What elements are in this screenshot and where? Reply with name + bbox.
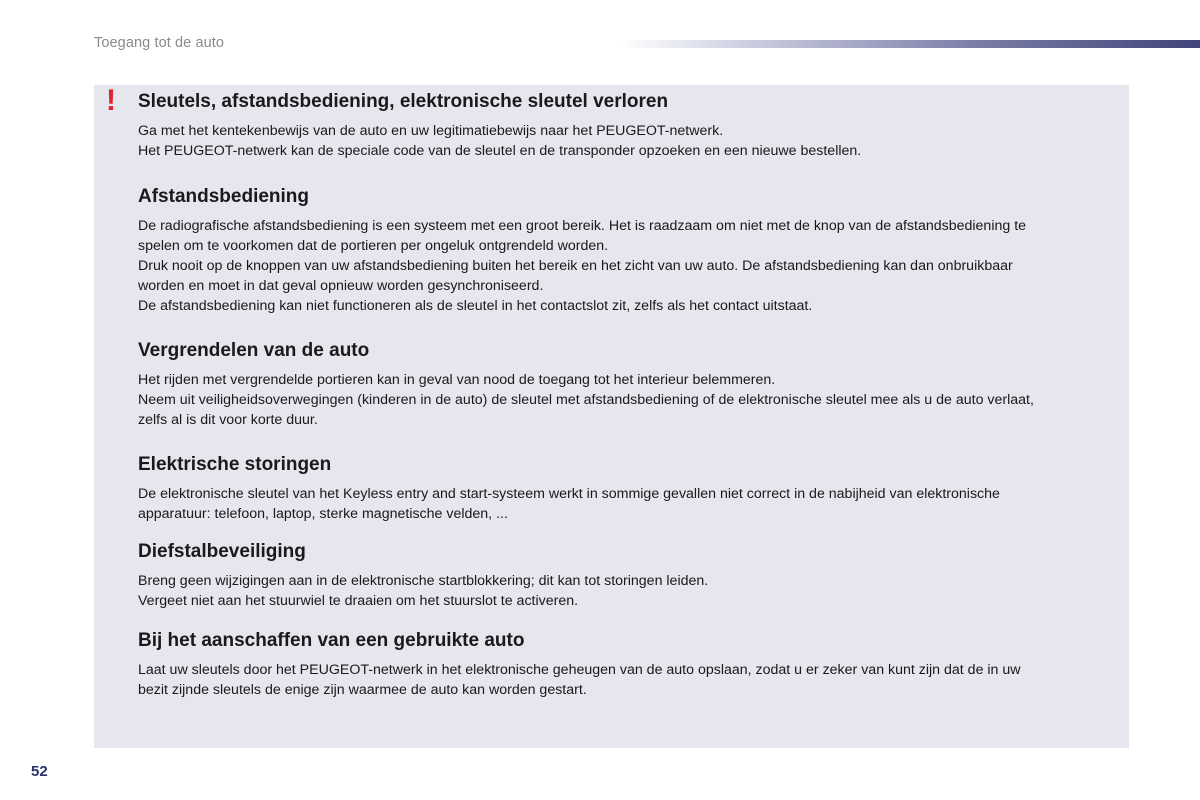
section-line: Vergeet niet aan het stuurwiel te draaien om het stuurslot te activeren. xyxy=(138,593,579,609)
header-gradient-bar xyxy=(620,40,1200,48)
section-heading: Sleutels, afstandsbediening, elektronische sleutel verloren xyxy=(138,91,669,112)
section-line: Het PEUGEOT-netwerk kan de speciale code van de sleutel en de transponder opzoeken en een nieuwe bestellen. xyxy=(138,143,862,159)
section-line: Ga met het kentekenbewijs van de auto en uw legitimatiebewijs naar het PEUGEOT-netwerk. xyxy=(138,123,724,139)
section-line: Druk nooit op de knoppen van uw afstandsbediening buiten het bereik en het zicht van uw auto. De afstandsbediening kan dan onbruikbaar xyxy=(138,258,1013,274)
section-line: worden en moet in dat geval opnieuw worden gesynchroniseerd. xyxy=(138,278,544,294)
section-heading: Bij het aanschaffen van een gebruikte auto xyxy=(138,630,525,651)
section-used-car xyxy=(138,629,1118,700)
section-line: spelen om te voorkomen dat de portieren per ongeluk ontgrendeld worden. xyxy=(138,238,609,254)
section-line: Neem uit veiligheidsoverwegingen (kinderen in de auto) de sleutel met afstandsbediening of de elektronische sleutel mee als u de auto verlaat, xyxy=(138,392,1034,408)
section-heading: Vergrendelen van de auto xyxy=(138,340,370,361)
page-number: 52 xyxy=(31,763,48,780)
section-remote-control xyxy=(138,185,1118,316)
section-line: Het rijden met vergrendelde portieren kan in geval van nood de toegang tot het interieur belemmeren. xyxy=(138,372,776,388)
section-line: bezit zijnde sleutels de enige zijn waarmee de auto kan worden gestart. xyxy=(138,682,587,698)
section-line: De elektronische sleutel van het Keyless entry and start-systeem werkt in sommige gevallen niet correct in de nabijheid van elektronische xyxy=(138,486,1000,502)
section-heading: Diefstalbeveiliging xyxy=(138,541,306,562)
warning-exclamation-icon: ! xyxy=(106,84,116,117)
section-line: zelfs al is dit voor korte duur. xyxy=(138,412,318,428)
section-line: De afstandsbediening kan niet functioneren als de sleutel in het contactslot zit, zelfs als het contact uitstaat. xyxy=(138,298,813,314)
section-lost-keys xyxy=(138,90,1118,161)
section-locking xyxy=(138,339,1118,430)
section-line: De radiografische afstandsbediening is een systeem met een groot bereik. Het is raadzaam om niet met de knop van de afstandsbediening te xyxy=(138,218,1027,234)
section-heading: Afstandsbediening xyxy=(138,186,310,207)
section-line: apparatuur: telefoon, laptop, sterke magnetische velden, ... xyxy=(138,506,508,522)
section-anti-theft xyxy=(138,540,1118,611)
chapter-title: Toegang tot de auto xyxy=(94,35,225,51)
section-heading: Elektrische storingen xyxy=(138,454,332,475)
section-line: Breng geen wijzigingen aan in de elektronische startblokkering; dit kan tot storingen leiden. xyxy=(138,573,709,589)
panel-content xyxy=(138,90,1118,700)
section-electrical-faults xyxy=(138,453,1118,524)
section-line: Laat uw sleutels door het PEUGEOT-netwerk in het elektronische geheugen van de auto opslaan, zodat u er zeker van kunt zijn dat de in uw xyxy=(138,662,1021,678)
